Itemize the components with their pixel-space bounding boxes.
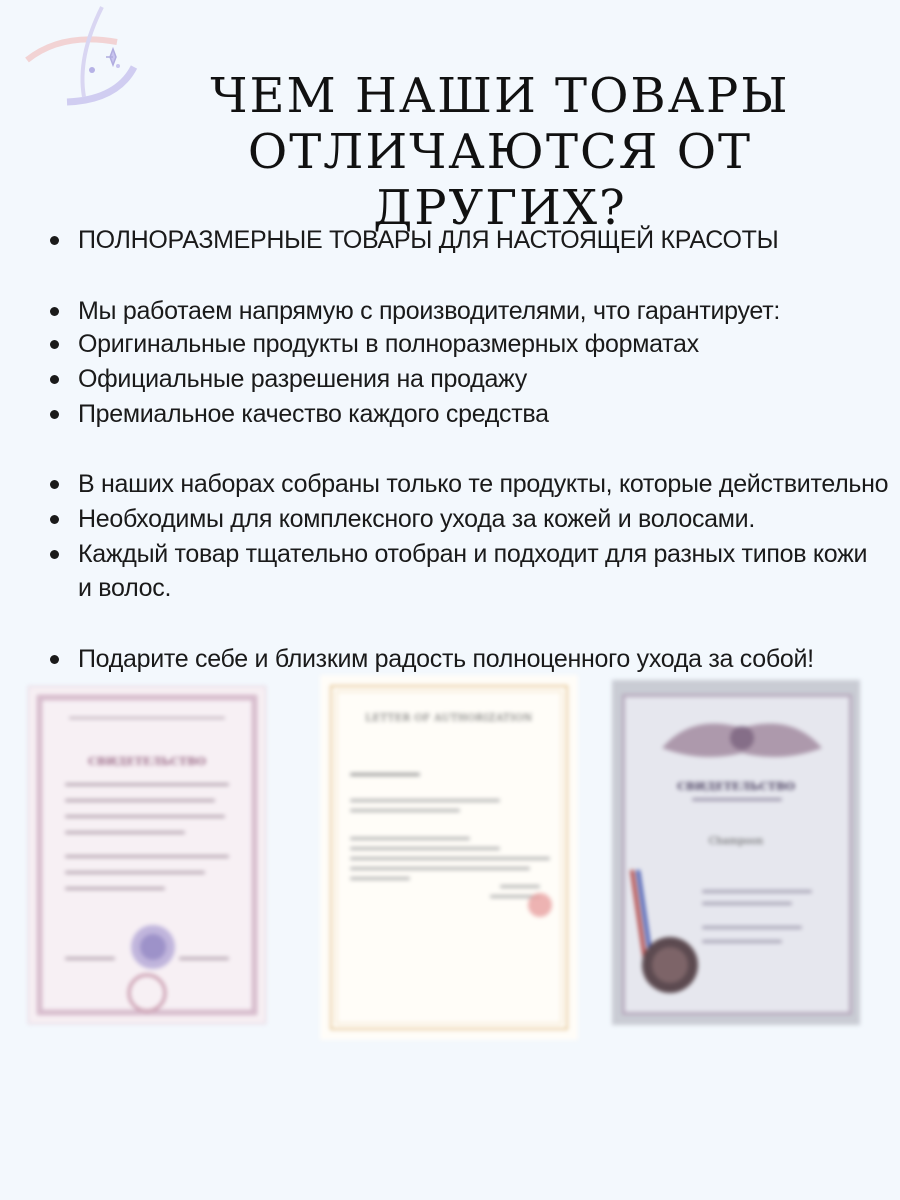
product-name: Сhampoon xyxy=(708,836,764,847)
list-item: Оригинальные продукты в полноразмерных форматах xyxy=(48,327,898,361)
text-line xyxy=(350,867,530,870)
list-item: Каждый товар тщательно отобран и подходит для разных типов кожи и волос. xyxy=(48,537,868,605)
wax-seal-icon xyxy=(620,870,720,1020)
letter-title: LETTER OF AUTHORIZATION xyxy=(365,713,533,724)
text-line xyxy=(65,957,115,960)
list-item: Официальные разрешения на продажу xyxy=(48,362,898,396)
text-line xyxy=(69,717,225,719)
text-line xyxy=(692,798,782,801)
title-line-1: ЧЕМ НАШИ ТОВАРЫ xyxy=(210,68,790,124)
text-line xyxy=(350,809,460,812)
bullet-icon xyxy=(50,375,59,384)
text-line xyxy=(350,837,470,840)
text-line xyxy=(65,855,229,858)
bullet-icon xyxy=(50,655,59,664)
emblem-icon xyxy=(652,708,832,768)
text-line xyxy=(350,877,410,880)
text-line xyxy=(65,831,185,834)
text-line xyxy=(350,847,500,850)
text-line xyxy=(350,857,550,860)
text-line xyxy=(65,799,215,802)
list-item: Мы работаем напрямую с производителями, что гарантирует: xyxy=(48,294,898,328)
text-line xyxy=(350,799,500,802)
bullet-icon xyxy=(50,515,59,524)
stamp-icon xyxy=(123,917,183,977)
text-line xyxy=(179,957,229,960)
list-item: Необходимы для комплексного ухода за кожей и волосами. xyxy=(48,502,898,536)
list-item: Подарите себе и близким радость полноценного ухода за собой! xyxy=(48,642,898,676)
page-title xyxy=(120,68,880,236)
list-item: В наших наборах собраны только те продукты, которые действительно xyxy=(48,467,898,501)
authorization-letter-document xyxy=(320,675,578,1040)
seal-icon xyxy=(123,969,171,1017)
bullet-icon xyxy=(50,410,59,419)
text-line xyxy=(65,783,229,786)
text-line xyxy=(65,871,205,874)
certificate-title: СВИДЕТЕЛЬСТВО xyxy=(677,780,795,793)
list-item: Премиальное качество каждого средства xyxy=(48,397,898,431)
certificate-document xyxy=(28,686,266,1024)
bullet-icon xyxy=(50,480,59,489)
bullet-icon xyxy=(50,307,59,316)
bullet-icon xyxy=(50,550,59,559)
text-line xyxy=(350,773,420,776)
text-line xyxy=(65,815,225,818)
registration-certificate-document xyxy=(612,680,860,1025)
bullet-icon xyxy=(50,236,59,245)
title-line-2: ОТЛИЧАЮТСЯ ОТ ДРУГИХ? xyxy=(247,124,753,236)
list-item: ПОЛНОРАЗМЕРНЫЕ ТОВАРЫ ДЛЯ НАСТОЯЩЕЙ КРАСОТЫ xyxy=(48,223,898,257)
certificate-title: СВИДЕТЕЛЬСТВО xyxy=(88,755,206,768)
text-line xyxy=(65,887,165,890)
bullet-icon xyxy=(50,340,59,349)
red-stamp-icon xyxy=(520,885,560,925)
